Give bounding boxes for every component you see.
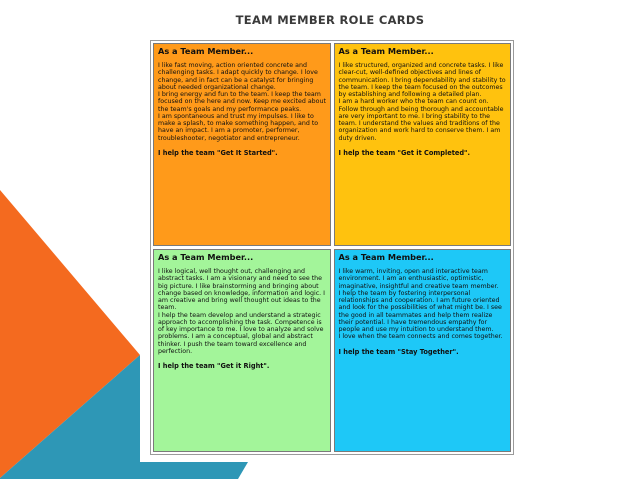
role-cards-table bbox=[150, 40, 514, 455]
card-paragraph: I am spontaneous and trust my impulses. I like to make a splash, to make something happen, and to have an impact. I am a promoter, performer, troubleshooter, negotiator and entrepreneur. bbox=[158, 112, 319, 142]
card-paragraph: I help the team develop and understand a strategic approach to accomplishing the task. Competence is of key importance to me. I love to analyze and solve problems. I am a conceptual, global and abstract thinker. I push the team toward excellence and perfection. bbox=[158, 311, 324, 355]
card-heading: As a Team Member... bbox=[338, 252, 434, 262]
card-body bbox=[339, 268, 508, 341]
card-paragraph: I help the team by fostering interpersonal relationships and cooperation. I am future oriented and look for the possibilities of what might be. I see the good in all teammates and help them realize their potential. I have tremendous empathy for people and use my intuition to understand them. bbox=[338, 289, 502, 333]
card-body bbox=[158, 62, 327, 142]
card-closing-statement: I help the team "Get it Right". bbox=[158, 362, 270, 370]
card-body bbox=[339, 62, 508, 142]
card-paragraph: I like logical, well thought out, challenging and abstract tasks. I am a visionary and need to see the big picture. I like brainstorming and bringing about change based on knowledge, information and logic. I am creative and bring well thought out ideas to the team. bbox=[158, 268, 326, 312]
card-paragraph: I love when the team connects and comes together. bbox=[338, 333, 503, 341]
slide-title: TEAM MEMBER ROLE CARDS bbox=[235, 13, 425, 27]
card-heading: As a Team Member... bbox=[158, 252, 254, 262]
card-closing-statement: I help the team "Get It Started". bbox=[158, 148, 278, 157]
card-heading: As a Team Member... bbox=[158, 46, 254, 56]
card-paragraph: I like warm, inviting, open and interactive team environment. I am an enthusiastic, optimistic, imaginative, insightful and creative team member. bbox=[338, 268, 499, 290]
role-card-get-it-started bbox=[153, 43, 331, 246]
card-paragraph: I bring energy and fun to the team. I keep the team focused on the here and now. Keep me excited about the team's goals and my performance peaks. bbox=[158, 91, 326, 113]
card-body bbox=[158, 268, 327, 355]
card-paragraph: I like fast moving, action oriented concrete and challenging tasks. I adapt quickly to change. I love change, and in fact can be a catalyst for bringing about needed organizational change. bbox=[158, 62, 318, 91]
card-closing-statement: I help the team "Stay Together". bbox=[338, 347, 459, 356]
role-card-get-it-right bbox=[153, 249, 331, 452]
card-heading: As a Team Member... bbox=[338, 46, 434, 56]
card-closing-statement: I help the team "Get it Completed". bbox=[338, 148, 470, 157]
card-paragraph: I am a hard worker who the team can count on. Follow through and being thorough and accountable are very important to me. I bring stability to the team. I understand the values and traditions of the organization and work hard to conserve them. I am duty driven. bbox=[338, 98, 504, 142]
role-card-stay-together bbox=[334, 249, 512, 452]
card-paragraph: I like structured, organized and concrete tasks. I like clear-cut, well-defined objectives and lines of communication. I bring dependability and stability to the team. I keep the team focused on the outcomes by establishing and following a detailed plan. bbox=[338, 62, 506, 98]
role-card-get-it-completed bbox=[334, 43, 512, 246]
